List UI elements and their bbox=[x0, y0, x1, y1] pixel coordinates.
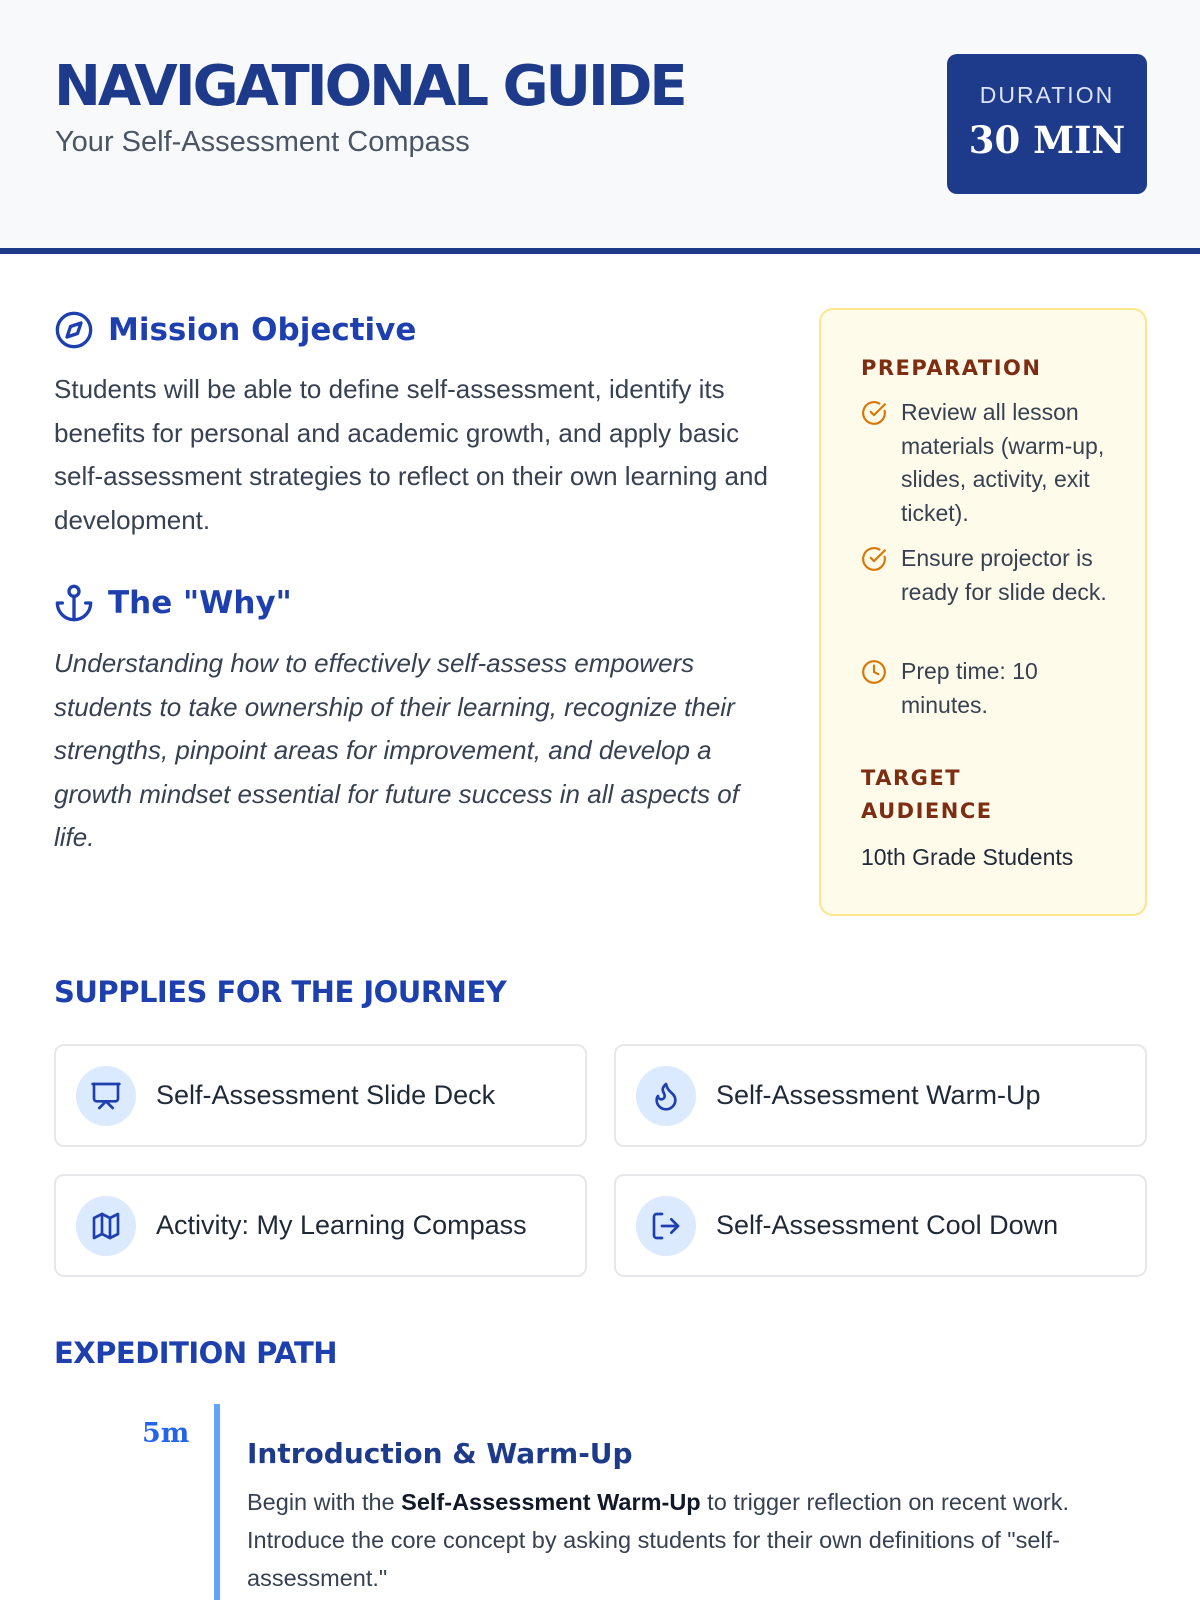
step-title: Introduction & Warm-Up bbox=[247, 1437, 633, 1470]
duration-label: DURATION bbox=[979, 82, 1115, 108]
duration-value: 30 MIN bbox=[968, 118, 1126, 162]
timeline-bar bbox=[214, 1404, 220, 1600]
flame-icon bbox=[650, 1080, 682, 1112]
check-circle-icon bbox=[861, 546, 887, 572]
step-description bbox=[247, 1483, 1147, 1597]
supply-card-slide-deck[interactable] bbox=[54, 1044, 587, 1147]
presentation-icon bbox=[90, 1080, 122, 1112]
mission-heading-text: Mission Objective bbox=[108, 312, 417, 348]
audience-value: 10th Grade Students bbox=[861, 844, 1074, 870]
path-heading: EXPEDITION PATH bbox=[54, 1336, 338, 1370]
supply-label: Self-Assessment Cool Down bbox=[716, 1210, 1059, 1240]
compass-icon bbox=[54, 310, 94, 350]
step-desc-text: to trigger reflection on recent work. Introduce the core concept by asking students for their own definitions of "self-assessment." bbox=[247, 1489, 1069, 1591]
prep-item-text: Review all lesson materials (warm-up, slides, activity, exit ticket). bbox=[901, 399, 1105, 526]
mission-heading bbox=[54, 310, 416, 350]
why-heading-text: The "Why" bbox=[108, 585, 292, 621]
page-title: NAVIGATIONAL GUIDE bbox=[54, 54, 685, 119]
prep-item-text: Prep time: 10 minutes. bbox=[901, 658, 1038, 718]
step-desc-material: Self-Assessment Warm-Up bbox=[401, 1489, 701, 1515]
supply-label: Self-Assessment Warm-Up bbox=[716, 1080, 1041, 1110]
preparation-heading: PREPARATION bbox=[861, 356, 1042, 380]
prep-item-text: Ensure projector is ready for slide deck. bbox=[901, 545, 1107, 605]
page-header bbox=[0, 0, 1200, 254]
supply-card-cool-down[interactable] bbox=[614, 1174, 1147, 1277]
clock-icon bbox=[861, 659, 887, 685]
why-heading bbox=[54, 583, 292, 623]
prep-item bbox=[861, 655, 1121, 722]
page-subtitle: Your Self-Assessment Compass bbox=[55, 126, 470, 158]
preparation-card bbox=[819, 308, 1147, 916]
prep-item bbox=[861, 396, 1121, 530]
audience-heading: TARGET AUDIENCE bbox=[861, 766, 993, 823]
duration-badge bbox=[947, 54, 1147, 194]
supply-label: Activity: My Learning Compass bbox=[156, 1210, 527, 1240]
prep-item bbox=[861, 542, 1121, 609]
supply-card-activity[interactable] bbox=[54, 1174, 587, 1277]
map-icon bbox=[90, 1210, 122, 1242]
supply-card-warm-up[interactable] bbox=[614, 1044, 1147, 1147]
mission-text: Students will be able to define self-assessment, identify its benefits for personal and academic growth, and apply basic self-assessment strategies to reflect on their own learning and development. bbox=[54, 374, 768, 535]
anchor-icon bbox=[54, 583, 94, 623]
supply-label: Self-Assessment Slide Deck bbox=[156, 1080, 496, 1110]
step-desc-text: Begin with the bbox=[247, 1489, 402, 1515]
log-out-icon bbox=[650, 1210, 682, 1242]
supplies-heading: SUPPLIES FOR THE JOURNEY bbox=[54, 975, 507, 1009]
why-text: Understanding how to effectively self-assess empowers students to take ownership of their learning, recognize their strengths, pinpoint areas for improvement, and develop a growth mindset essential for future success in all aspects of life. bbox=[54, 648, 739, 852]
step-time: 5m bbox=[142, 1418, 190, 1449]
check-circle-icon bbox=[861, 400, 887, 426]
